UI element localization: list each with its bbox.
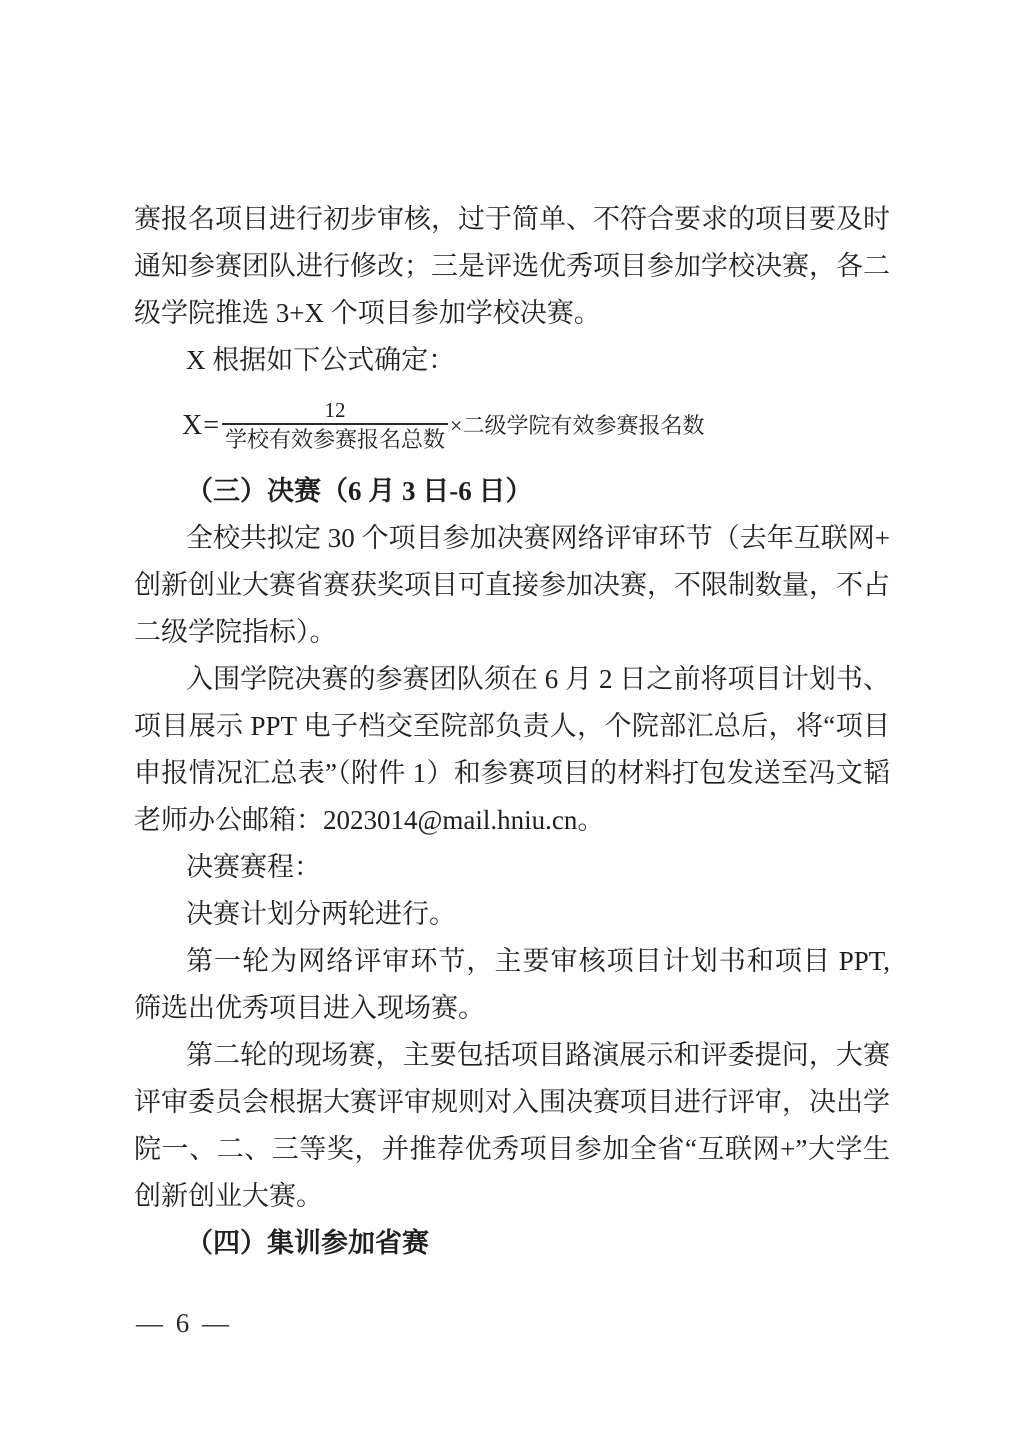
- text-line: 决赛计划分两轮进行。: [186, 899, 456, 929]
- text-line: 入围学院决赛的参赛团队须在 6 月 2 日之前将项目计划书、: [186, 664, 890, 694]
- formula-multiplier: ×二级学院有效参赛报名数: [450, 413, 705, 438]
- text-line: 创新创业大赛省赛获奖项目可直接参加决赛，不限制数量，不占: [134, 570, 890, 600]
- formula: [134, 384, 890, 468]
- text-line: 第二轮的现场赛，主要包括项目路演展示和评委提问，大赛: [186, 1040, 890, 1070]
- formula-fraction: [222, 397, 448, 455]
- text-line: 赛报名项目进行初步审核，过于简单、不符合要求的项目要及时: [134, 204, 890, 234]
- text-line: 评审委员会根据大赛评审规则对入围决赛项目进行评审，决出学: [134, 1087, 890, 1117]
- text-line: 筛选出优秀项目进入现场赛。: [134, 993, 485, 1023]
- formula-denominator: 学校有效参赛报名总数: [222, 423, 448, 455]
- text-line: 申报情况汇总表”（附件 1）和参赛项目的材料打包发送至冯文韬: [134, 758, 890, 788]
- formula-lhs: X=: [182, 410, 221, 441]
- text-line: 院一、二、三等奖，并推荐优秀项目参加全省“互联网+”大学生: [134, 1134, 890, 1164]
- formula-numerator: 12: [324, 398, 346, 422]
- text-line: 决赛赛程：: [186, 852, 321, 882]
- text-line: 全校共拟定 30 个项目参加决赛网络评审环节（去年互联网+: [186, 523, 890, 553]
- document-content: [134, 196, 890, 1267]
- text-line: 二级学院指标）。: [134, 617, 337, 647]
- text-line: 创新创业大赛。: [134, 1181, 323, 1211]
- text-line: 项目展示 PPT 电子档交至院部负责人，个院部汇总后，将“项目: [134, 711, 890, 741]
- page-number: — 6 —: [136, 1308, 232, 1338]
- section-heading: （四）集训参加省赛: [186, 1228, 429, 1258]
- text-line: 级学院推选 3+X 个项目参加学校决赛。: [134, 298, 601, 328]
- text-line: 老师办公邮箱：2023014@mail.hniu.cn。: [134, 805, 605, 835]
- section-heading: （三）决赛（6 月 3 日-6 日）: [186, 476, 533, 506]
- text-line: 第一轮为网络评审环节，主要审核项目计划书和项目 PPT,: [186, 946, 890, 976]
- text-line: X 根据如下公式确定：: [186, 345, 456, 375]
- text-line: 通知参赛团队进行修改；三是评选优秀项目参加学校决赛，各二: [134, 251, 890, 281]
